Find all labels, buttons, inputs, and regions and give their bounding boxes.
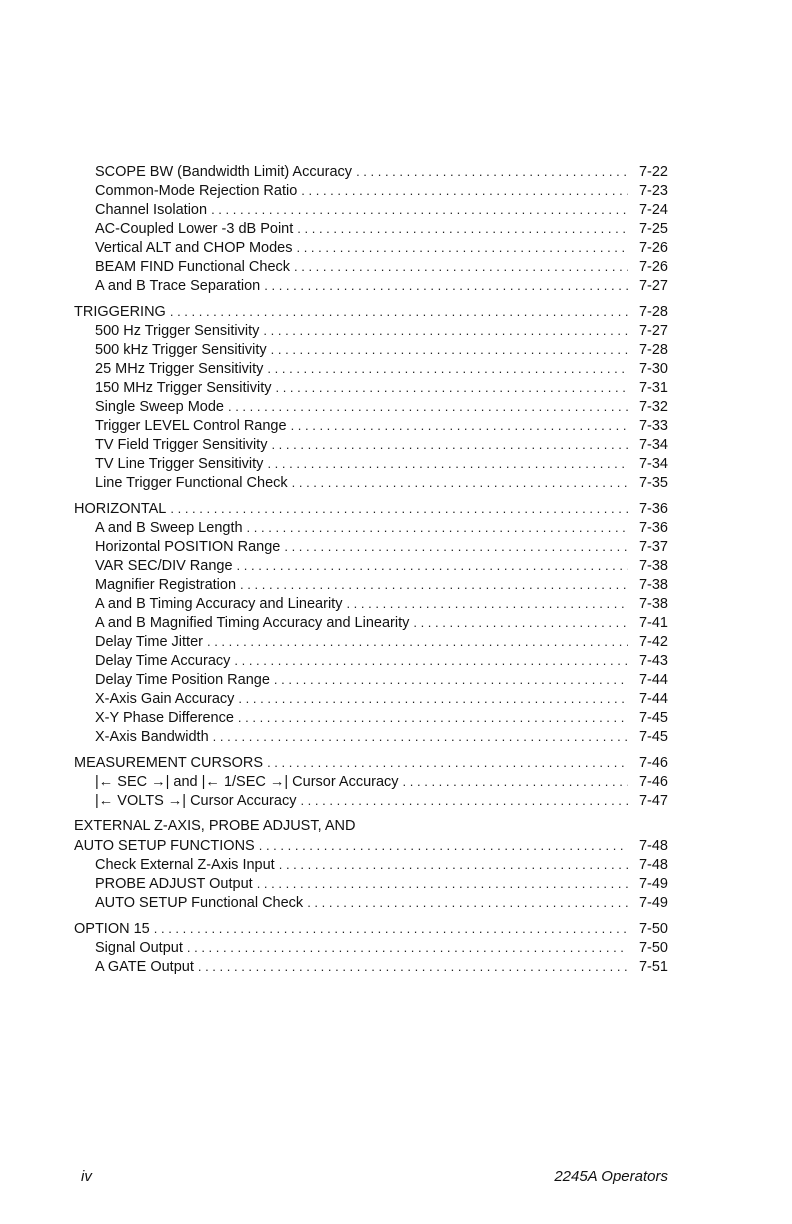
dot-leader	[240, 575, 628, 594]
dot-leader	[275, 378, 628, 397]
toc-page-number: 7-37	[638, 539, 668, 555]
toc-section-heading	[74, 302, 668, 321]
toc-entry-label: BEAM FIND Functional Check	[95, 259, 291, 275]
toc-page-number: 7-32	[638, 399, 668, 415]
toc-entry	[74, 957, 668, 976]
toc-section	[74, 753, 668, 810]
toc-page-number: 7-23	[638, 183, 668, 199]
dot-leader	[234, 651, 628, 670]
toc-entry	[74, 632, 668, 651]
toc-entry	[74, 435, 668, 454]
dot-leader	[284, 537, 628, 556]
toc-section-heading	[74, 753, 668, 772]
toc-entry	[74, 473, 668, 492]
toc-entry	[74, 257, 668, 276]
dot-leader	[300, 791, 628, 810]
toc-entry	[74, 651, 668, 670]
toc-entry-label: EXTERNAL Z-AXIS, PROBE ADJUST, AND	[74, 818, 356, 834]
toc-entry	[74, 670, 668, 689]
dot-leader	[307, 893, 628, 912]
toc-page-number: 7-27	[638, 278, 668, 294]
toc-page-number: 7-44	[638, 691, 668, 707]
toc-entry-label: Magnifier Registration	[95, 577, 237, 593]
toc-page-number: 7-42	[638, 634, 668, 650]
toc-entry-label: HORIZONTAL	[74, 501, 167, 517]
toc-entry-label: 500 Hz Trigger Sensitivity	[95, 323, 260, 339]
dot-leader	[292, 473, 628, 492]
toc-page-number: 7-34	[638, 437, 668, 453]
dot-leader	[297, 219, 628, 238]
toc-page-number: 7-26	[638, 240, 668, 256]
toc-page-number: 7-45	[638, 710, 668, 726]
toc-entry	[74, 416, 668, 435]
toc-entry	[74, 219, 668, 238]
toc-page-number: 7-44	[638, 672, 668, 688]
toc-page-number: 7-24	[638, 202, 668, 218]
toc-entry-label: Delay Time Jitter	[95, 634, 203, 650]
toc-entry-label: X-Axis Gain Accuracy	[95, 691, 235, 707]
toc-entry	[74, 575, 668, 594]
toc-entry	[74, 378, 668, 397]
dot-leader	[213, 727, 628, 746]
dot-leader	[263, 321, 628, 340]
toc-entry	[74, 938, 668, 957]
dot-leader	[301, 181, 628, 200]
toc-page-number: 7-38	[638, 577, 668, 593]
toc-entry	[74, 340, 668, 359]
toc-entry-label: Line Trigger Functional Check	[95, 475, 288, 491]
toc-entry-label: Channel Isolation	[95, 202, 208, 218]
dot-leader	[279, 855, 628, 874]
toc-page-number: 7-48	[638, 857, 668, 873]
toc-page-number: 7-43	[638, 653, 668, 669]
toc-entry	[74, 613, 668, 632]
toc-page-number: 7-46	[638, 755, 668, 771]
toc-entry-label: AUTO SETUP Functional Check	[95, 895, 304, 911]
toc-entry-label: A and B Magnified Timing Accuracy and Linearity	[95, 615, 410, 631]
toc-entry-label: A and B Sweep Length	[95, 520, 243, 536]
toc-entry-label: Vertical ALT and CHOP Modes	[95, 240, 293, 256]
toc-page-number: 7-27	[638, 323, 668, 339]
toc-entry	[74, 181, 668, 200]
toc-section-heading	[74, 817, 668, 836]
toc-section-heading	[74, 836, 668, 855]
toc-entry-label: 150 MHz Trigger Sensitivity	[95, 380, 272, 396]
toc-page-number: 7-48	[638, 838, 668, 854]
toc-entry	[74, 893, 668, 912]
toc-entry	[74, 518, 668, 537]
toc-page-number: 7-22	[638, 164, 668, 180]
toc-page-number: 7-38	[638, 558, 668, 574]
toc-entry-label: X-Axis Bandwidth	[95, 729, 209, 745]
toc-entry-label: SCOPE BW (Bandwidth Limit) Accuracy	[95, 164, 353, 180]
toc-page-number: 7-26	[638, 259, 668, 275]
toc-entry	[74, 855, 668, 874]
toc-entry-label: Horizontal POSITION Range	[95, 539, 281, 555]
toc-section	[74, 162, 668, 295]
toc-page-number: 7-49	[638, 876, 668, 892]
toc-entry-label: VAR SEC/DIV Range	[95, 558, 233, 574]
toc-entry	[74, 200, 668, 219]
toc-entry-label: Common-Mode Rejection Ratio	[95, 183, 298, 199]
dot-leader	[238, 708, 628, 727]
toc-entry-label: 500 kHz Trigger Sensitivity	[95, 342, 267, 358]
page-number: iv	[81, 1168, 92, 1185]
dot-leader	[187, 938, 628, 957]
toc-entry	[74, 791, 668, 810]
toc-entry	[74, 397, 668, 416]
toc-page-number: 7-36	[638, 520, 668, 536]
table-of-contents	[74, 162, 668, 983]
toc-page-number: 7-50	[638, 921, 668, 937]
toc-entry-label: X-Y Phase Difference	[95, 710, 234, 726]
toc-page-number: 7-38	[638, 596, 668, 612]
dot-leader	[170, 302, 628, 321]
toc-section	[74, 499, 668, 746]
toc-entry-label: TV Line Trigger Sensitivity	[95, 456, 264, 472]
toc-entry	[74, 276, 668, 295]
dot-leader	[274, 670, 628, 689]
dot-leader	[264, 276, 628, 295]
toc-entry-label: A and B Trace Separation	[95, 278, 261, 294]
dot-leader	[403, 772, 628, 791]
dot-leader	[154, 919, 628, 938]
toc-entry-label: Single Sweep Mode	[95, 399, 224, 415]
toc-entry	[74, 454, 668, 473]
toc-page-number: 7-50	[638, 940, 668, 956]
dot-leader	[296, 238, 628, 257]
toc-entry-label: Trigger LEVEL Control Range	[95, 418, 287, 434]
toc-section	[74, 919, 668, 976]
dot-leader	[259, 836, 628, 855]
toc-page-number: 7-46	[638, 774, 668, 790]
dot-leader	[211, 200, 628, 219]
toc-page-number: 7-51	[638, 959, 668, 975]
dot-leader	[271, 435, 628, 454]
toc-entry-label: AC-Coupled Lower -3 dB Point	[95, 221, 294, 237]
toc-entry	[74, 689, 668, 708]
dot-leader	[346, 594, 628, 613]
toc-entry	[74, 708, 668, 727]
toc-page-number: 7-33	[638, 418, 668, 434]
toc-entry-label: |← VOLTS →| Cursor Accuracy	[95, 793, 297, 809]
toc-page-number: 7-36	[638, 501, 668, 517]
dot-leader	[294, 257, 628, 276]
toc-entry-label: PROBE ADJUST Output	[95, 876, 253, 892]
toc-page-number: 7-25	[638, 221, 668, 237]
toc-entry-label: Delay Time Accuracy	[95, 653, 231, 669]
dot-leader	[267, 753, 628, 772]
toc-page-number: 7-35	[638, 475, 668, 491]
toc-entry	[74, 238, 668, 257]
dot-leader	[291, 416, 628, 435]
toc-entry-label: OPTION 15	[74, 921, 150, 937]
toc-page-number: 7-47	[638, 793, 668, 809]
toc-entry-label: TRIGGERING	[74, 304, 166, 320]
toc-page-number: 7-41	[638, 615, 668, 631]
toc-page-number: 7-49	[638, 895, 668, 911]
toc-entry-label: MEASUREMENT CURSORS	[74, 755, 264, 771]
dot-leader	[356, 162, 628, 181]
dot-leader	[413, 613, 628, 632]
toc-section-heading	[74, 499, 668, 518]
dot-leader	[170, 499, 628, 518]
toc-section	[74, 302, 668, 492]
dot-leader	[228, 397, 628, 416]
dot-leader	[267, 359, 628, 378]
toc-section	[74, 817, 668, 912]
toc-page-number: 7-31	[638, 380, 668, 396]
toc-entry	[74, 727, 668, 746]
toc-entry	[74, 359, 668, 378]
toc-entry-label: Delay Time Position Range	[95, 672, 270, 688]
dot-leader	[207, 632, 628, 651]
toc-entry	[74, 594, 668, 613]
toc-entry-label: 25 MHz Trigger Sensitivity	[95, 361, 264, 377]
dot-leader	[238, 689, 628, 708]
toc-entry-label: Check External Z-Axis Input	[95, 857, 275, 873]
dot-leader	[257, 874, 628, 893]
toc-page-number: 7-28	[638, 342, 668, 358]
toc-entry	[74, 162, 668, 181]
toc-entry-label: A and B Timing Accuracy and Linearity	[95, 596, 343, 612]
toc-entry-label: Signal Output	[95, 940, 183, 956]
toc-entry	[74, 537, 668, 556]
dot-leader	[247, 518, 628, 537]
toc-entry-label: A GATE Output	[95, 959, 194, 975]
toc-entry	[74, 772, 668, 791]
dot-leader	[237, 556, 628, 575]
manual-title: 2245A Operators	[554, 1168, 668, 1185]
toc-page-number: 7-45	[638, 729, 668, 745]
toc-page-number: 7-34	[638, 456, 668, 472]
toc-entry-label: |← SEC →| and |← 1/SEC →| Cursor Accuracy	[95, 774, 399, 790]
toc-entry-label: TV Field Trigger Sensitivity	[95, 437, 268, 453]
dot-leader	[267, 454, 628, 473]
toc-entry	[74, 321, 668, 340]
toc-page-number: 7-30	[638, 361, 668, 377]
dot-leader	[271, 340, 628, 359]
toc-page-number: 7-28	[638, 304, 668, 320]
toc-entry-label: AUTO SETUP FUNCTIONS	[74, 838, 255, 854]
toc-entry	[74, 556, 668, 575]
toc-section-heading	[74, 919, 668, 938]
dot-leader	[198, 957, 628, 976]
toc-entry	[74, 874, 668, 893]
